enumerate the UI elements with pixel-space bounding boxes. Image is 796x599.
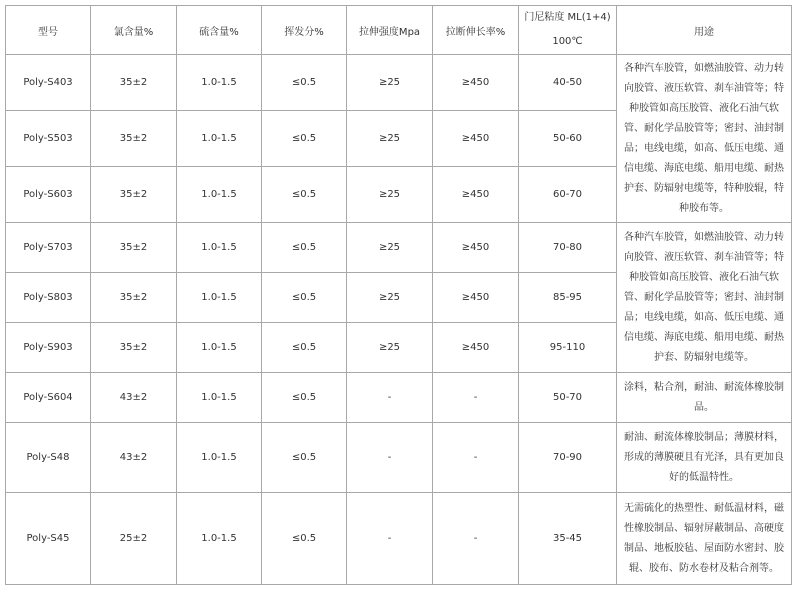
cell-elongation: - xyxy=(433,493,519,585)
cell-chlorine: 25±2 xyxy=(91,493,177,585)
cell-chlorine: 35±2 xyxy=(91,323,177,373)
table-row xyxy=(6,55,792,111)
cell-volatile: ≤0.5 xyxy=(262,55,347,111)
cell-volatile: ≤0.5 xyxy=(262,111,347,167)
cell-elongation: ≥450 xyxy=(433,223,519,273)
header-model: 型号 xyxy=(6,6,91,55)
cell-tensile: ≥25 xyxy=(347,55,433,111)
cell-model: Poly-S48 xyxy=(6,423,91,493)
cell-elongation: ≥450 xyxy=(433,273,519,323)
cell-mooney: 35-45 xyxy=(519,493,617,585)
header-mooney-line2: 100℃ xyxy=(552,36,583,47)
cell-elongation: ≥450 xyxy=(433,55,519,111)
cell-volatile: ≤0.5 xyxy=(262,323,347,373)
cell-use-group1: 各种汽车胶管，如燃油胶管、动力转向胶管、液压软管、刹车油管等；特种胶管如高压胶管、液化石油气软管、耐化学品胶管等；密封、油封制品；电线电缆，如高、低压电缆、通信电缆、海底电缆、船用电缆、耐热护套、防辐射电缆等，特种胶辊，特种胶布等。 xyxy=(617,55,792,223)
header-volatile: 挥发分% xyxy=(262,6,347,55)
cell-sulfur: 1.0-1.5 xyxy=(177,273,262,323)
cell-mooney: 50-70 xyxy=(519,373,617,423)
cell-mooney: 95-110 xyxy=(519,323,617,373)
header-tensile: 拉伸强度Mpa xyxy=(347,6,433,55)
cell-model: Poly-S45 xyxy=(6,493,91,585)
cell-model: Poly-S604 xyxy=(6,373,91,423)
cell-use-s48: 耐油、耐流体橡胶制品；薄膜材料，形成的薄膜硬且有光泽，具有更加良好的低温特性。 xyxy=(617,423,792,493)
cell-tensile: ≥25 xyxy=(347,223,433,273)
cell-elongation: ≥450 xyxy=(433,111,519,167)
cell-mooney: 40-50 xyxy=(519,55,617,111)
cell-tensile: ≥25 xyxy=(347,167,433,223)
cell-elongation: - xyxy=(433,423,519,493)
cell-sulfur: 1.0-1.5 xyxy=(177,167,262,223)
cell-tensile: ≥25 xyxy=(347,111,433,167)
cell-chlorine: 43±2 xyxy=(91,373,177,423)
header-sulfur: 硫含量% xyxy=(177,6,262,55)
cell-use-group2: 各种汽车胶管，如燃油胶管、动力转向胶管、液压软管、刹车油管等；特种胶管如高压胶管、液化石油气软管、耐化学品胶管等；密封、油封制品；电线电缆，如高、低压电缆、通信电缆、海底电缆、船用电缆、耐热护套、防辐射电缆等。 xyxy=(617,223,792,373)
cell-use-s45: 无需硫化的热塑性、耐低温材料，磁性橡胶制品、辐射屏蔽制品、高硬度制品、地板胶毡、屋面防水密封、胶辊、胶布、防水卷材及粘合剂等。 xyxy=(617,493,792,585)
cell-model: Poly-S503 xyxy=(6,111,91,167)
cell-tensile: ≥25 xyxy=(347,323,433,373)
cell-sulfur: 1.0-1.5 xyxy=(177,223,262,273)
cell-volatile: ≤0.5 xyxy=(262,167,347,223)
cell-elongation: ≥450 xyxy=(433,323,519,373)
cell-volatile: ≤0.5 xyxy=(262,373,347,423)
cell-sulfur: 1.0-1.5 xyxy=(177,323,262,373)
cell-volatile: ≤0.5 xyxy=(262,493,347,585)
cell-mooney: 70-80 xyxy=(519,223,617,273)
cell-volatile: ≤0.5 xyxy=(262,273,347,323)
table-row xyxy=(6,373,792,423)
cell-tensile: - xyxy=(347,493,433,585)
cell-tensile: ≥25 xyxy=(347,273,433,323)
cell-mooney: 50-60 xyxy=(519,111,617,167)
cell-tensile: - xyxy=(347,423,433,493)
cell-model: Poly-S603 xyxy=(6,167,91,223)
cell-elongation: ≥450 xyxy=(433,167,519,223)
cell-model: Poly-S903 xyxy=(6,323,91,373)
cell-sulfur: 1.0-1.5 xyxy=(177,373,262,423)
cell-mooney: 70-90 xyxy=(519,423,617,493)
cell-sulfur: 1.0-1.5 xyxy=(177,111,262,167)
cell-chlorine: 43±2 xyxy=(91,423,177,493)
table-row xyxy=(6,493,792,585)
spec-table xyxy=(5,5,792,585)
cell-volatile: ≤0.5 xyxy=(262,223,347,273)
cell-model: Poly-S703 xyxy=(6,223,91,273)
cell-chlorine: 35±2 xyxy=(91,167,177,223)
cell-chlorine: 35±2 xyxy=(91,223,177,273)
header-chlorine: 氯含量% xyxy=(91,6,177,55)
cell-chlorine: 35±2 xyxy=(91,111,177,167)
cell-model: Poly-S803 xyxy=(6,273,91,323)
cell-chlorine: 35±2 xyxy=(91,273,177,323)
cell-sulfur: 1.0-1.5 xyxy=(177,55,262,111)
table-row xyxy=(6,223,792,273)
cell-tensile: - xyxy=(347,373,433,423)
cell-chlorine: 35±2 xyxy=(91,55,177,111)
header-elongation: 拉断伸长率% xyxy=(433,6,519,55)
cell-sulfur: 1.0-1.5 xyxy=(177,423,262,493)
table-row xyxy=(6,423,792,493)
header-use: 用途 xyxy=(617,6,792,55)
header-mooney-line1: 门尼粘度 ML(1+4) xyxy=(524,12,611,23)
cell-volatile: ≤0.5 xyxy=(262,423,347,493)
header-row xyxy=(6,6,792,55)
cell-elongation: - xyxy=(433,373,519,423)
cell-model: Poly-S403 xyxy=(6,55,91,111)
cell-use-s604: 涂料，粘合剂，耐油、耐流体橡胶制品。 xyxy=(617,373,792,423)
cell-mooney: 60-70 xyxy=(519,167,617,223)
header-mooney xyxy=(519,6,617,55)
cell-sulfur: 1.0-1.5 xyxy=(177,493,262,585)
cell-mooney: 85-95 xyxy=(519,273,617,323)
